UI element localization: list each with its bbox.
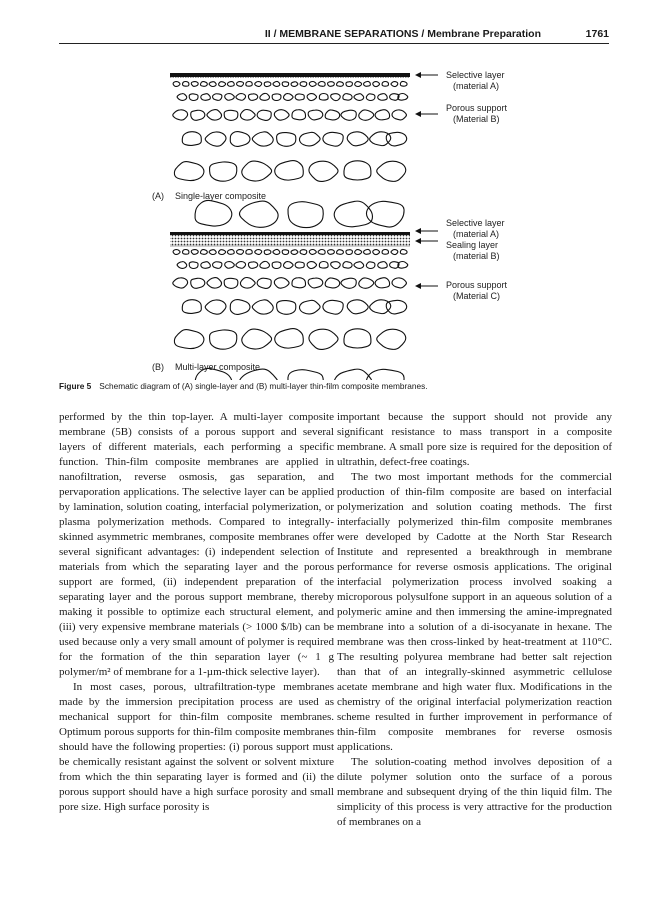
pore-shape	[195, 200, 232, 226]
pore-shape	[373, 250, 380, 255]
pore-shape	[273, 249, 280, 254]
pore-shape	[277, 133, 296, 147]
panel-a-letter: (A)	[152, 191, 164, 201]
pore-shape	[260, 93, 270, 100]
pore-shape	[201, 94, 211, 101]
pore-shape	[177, 262, 187, 269]
pore-shape	[341, 278, 356, 288]
pore-shape	[210, 162, 237, 181]
pore-shape	[282, 250, 288, 255]
pore-shape	[255, 82, 262, 87]
pore-shape	[264, 250, 271, 255]
pore-shape	[307, 94, 316, 101]
pore-shape	[366, 262, 375, 269]
panel-b-arrow-2	[415, 238, 438, 244]
pore-shape	[295, 262, 304, 268]
pore-shape	[248, 94, 257, 101]
pore-shape	[309, 329, 338, 349]
pore-shape	[354, 94, 364, 101]
pore-shape	[242, 329, 272, 349]
pore-shape	[400, 249, 407, 254]
pore-shape	[201, 82, 208, 87]
pore-shape	[191, 278, 205, 288]
pore-shape	[224, 110, 238, 120]
pore-shape	[257, 278, 271, 288]
pore-shape	[272, 262, 281, 269]
pore-shape	[347, 300, 368, 314]
pore-shape	[291, 250, 298, 255]
left-column	[59, 410, 334, 815]
left-paragraph-2: In most cases, porous, ultrafiltration-type membranes made by the immersion precipitation process are used as mechanical support for thin-film composite membranes. Optimum porous supports for thin-film composite membranes should have the following properties: (i) porous support must be chemically resistant against the solvent or solvent mixture from which the thin separating layer is formed and (ii) the porous support should have a high surface porosity and small pore size. High surface porosity is	[59, 681, 334, 813]
pore-shape	[370, 132, 391, 146]
pore-shape	[318, 82, 325, 87]
figure-caption-text: Schematic diagram of (A) single-layer and (B) multi-layer thin-film composite membranes.	[99, 381, 428, 391]
pore-shape	[246, 82, 252, 87]
pore-shape	[230, 300, 250, 315]
pore-shape	[391, 250, 398, 255]
pore-shape	[295, 94, 304, 100]
pore-shape	[331, 262, 341, 269]
pore-shape	[201, 250, 208, 255]
panel-b-label-1-line2: (material A)	[453, 229, 500, 239]
pore-shape	[323, 300, 343, 314]
figure-caption	[59, 381, 619, 391]
pore-shape	[378, 262, 387, 269]
pore-shape	[230, 132, 250, 147]
pore-shape	[225, 94, 235, 101]
pore-shape	[337, 250, 344, 255]
pore-shape	[239, 201, 278, 227]
pore-shape	[341, 110, 356, 120]
pore-shape	[328, 82, 335, 87]
pore-shape	[273, 81, 280, 86]
pore-shape	[219, 82, 226, 87]
pore-shape	[400, 81, 407, 86]
right-paragraph-1: important because the support should not provide any significant resistance to mass transport in a composite membrane. A small pore size is required for the deposition of ultrathin, defect-free coatings.	[337, 411, 612, 468]
pore-shape	[237, 250, 244, 255]
pore-shape	[191, 250, 198, 255]
pore-shape	[344, 161, 371, 180]
pore-shape	[355, 250, 362, 255]
pore-shape	[174, 330, 204, 349]
pore-shape	[325, 110, 340, 120]
panel-a-arrow-1	[415, 72, 438, 78]
pore-shape	[364, 249, 371, 254]
panel-b-label-2-line2: (material B)	[453, 251, 500, 261]
pore-shape	[236, 262, 246, 269]
pore-shape	[308, 110, 323, 120]
pore-shape	[392, 278, 406, 288]
panel-b-label-1-line1: Selective layer	[446, 218, 505, 228]
pore-shape	[284, 262, 294, 269]
pore-shape	[240, 278, 255, 289]
panel-b-porous-support	[173, 249, 408, 380]
panel-a-label-1-line2: (material A)	[453, 81, 500, 91]
pore-shape	[189, 262, 198, 269]
pore-shape	[343, 94, 352, 101]
pore-shape	[173, 278, 188, 288]
panel-b-title: Multi-layer composite	[175, 362, 261, 372]
pore-shape	[209, 250, 216, 255]
pore-shape	[382, 82, 388, 87]
pore-shape	[236, 94, 246, 101]
pore-shape	[299, 132, 320, 146]
pore-shape	[319, 262, 328, 269]
pore-shape	[288, 202, 323, 228]
pore-shape	[173, 110, 188, 120]
pore-shape	[323, 132, 343, 146]
pore-shape	[337, 82, 344, 87]
pore-shape	[377, 161, 406, 181]
page-number: 1761	[585, 28, 609, 40]
pore-shape	[264, 82, 271, 87]
pore-shape	[355, 82, 362, 87]
pore-shape	[191, 110, 205, 120]
pore-shape	[392, 110, 406, 120]
pore-shape	[182, 300, 201, 314]
pore-shape	[237, 82, 244, 87]
figure-5-diagram	[0, 0, 668, 380]
pore-shape	[292, 110, 306, 120]
pore-shape	[252, 300, 273, 314]
pore-shape	[299, 300, 320, 314]
running-title: II / MEMBRANE SEPARATIONS / Membrane Preparation	[264, 28, 541, 40]
pore-shape	[207, 278, 222, 289]
figure-caption-label: Figure 5	[59, 381, 92, 391]
pore-shape	[366, 369, 404, 380]
panel-b-letter: (B)	[152, 362, 164, 372]
pore-shape	[210, 330, 237, 349]
panel-a-label-1-line1: Selective layer	[446, 70, 505, 80]
pore-shape	[309, 82, 316, 87]
pore-shape	[207, 110, 222, 121]
panel-b-label-2-line1: Sealing layer	[446, 240, 499, 250]
pore-shape	[277, 301, 296, 315]
panel-a-selective-layer	[170, 73, 410, 77]
pore-shape	[282, 82, 288, 87]
pore-shape	[274, 110, 289, 121]
pore-shape	[284, 94, 294, 101]
pore-shape	[292, 278, 306, 288]
pore-shape	[325, 278, 340, 288]
pore-shape	[377, 329, 406, 349]
pore-shape	[182, 132, 201, 146]
pore-shape	[275, 329, 304, 349]
pore-shape	[240, 110, 255, 121]
pore-shape	[375, 278, 389, 288]
pore-shape	[359, 278, 374, 288]
pore-shape	[191, 82, 198, 87]
pore-shape	[274, 278, 289, 289]
right-paragraph-3: The solution-coating method involves deposition of a dilute polymer solution onto the surface of a porous membrane and subsequent drying of the thin liquid film. The simplicity of this process is very attractive for the production of membranes on a	[337, 756, 612, 828]
pore-shape	[309, 161, 338, 181]
pore-shape	[366, 94, 375, 101]
pore-shape	[183, 82, 189, 87]
right-column	[337, 410, 612, 830]
pore-shape	[177, 94, 187, 101]
pore-shape	[219, 250, 226, 255]
pore-shape	[346, 250, 352, 255]
pore-shape	[391, 82, 398, 87]
panel-b-arrow-3	[415, 283, 438, 289]
panel-b-sealing-layer	[170, 235, 410, 246]
pore-shape	[227, 82, 234, 87]
panel-a-porous-support	[173, 81, 408, 227]
panel-a-label-2-line1: Porous support	[446, 103, 508, 113]
pore-shape	[382, 250, 388, 255]
pore-shape	[308, 278, 323, 288]
pore-shape	[346, 82, 352, 87]
pore-shape	[291, 82, 298, 87]
pore-shape	[319, 94, 328, 101]
pore-shape	[242, 161, 272, 181]
panel-b-selective-layer	[170, 232, 410, 235]
pore-shape	[205, 132, 226, 146]
pore-shape	[201, 262, 211, 269]
pore-shape	[359, 110, 374, 120]
pore-shape	[205, 300, 226, 314]
pore-shape	[370, 300, 391, 314]
pore-shape	[272, 94, 281, 101]
pore-shape	[318, 250, 325, 255]
pore-shape	[255, 250, 262, 255]
panel-a-arrow-2	[415, 111, 438, 117]
pore-shape	[257, 110, 271, 120]
pore-shape	[331, 94, 341, 101]
pore-shape	[173, 250, 180, 255]
panel-b-diagram	[170, 232, 410, 380]
pore-shape	[328, 250, 335, 255]
pore-shape	[213, 262, 222, 269]
panel-b-label-3-line1: Porous support	[446, 280, 508, 290]
pore-shape	[213, 94, 222, 101]
pore-shape	[375, 110, 389, 120]
pore-shape	[275, 161, 304, 181]
pore-shape	[173, 82, 180, 87]
pore-shape	[347, 132, 368, 146]
pore-shape	[189, 94, 198, 101]
left-paragraph-1: performed by the thin top-layer. A multi-layer composite membrane (5B) consists of a porous support and several layers of different materials, each performing a specific function. Thin-film composite membranes are applied in nanofiltration, reverse osmosis, gas separation, and pervaporation applications. The selective layer can be applied by lamination, solution coating, interfacial polymerization, or plasma polymerization methods. Compared to integrally-skinned asymmetric membranes, composite membranes offer several significant advantages: (i) independent selection of materials from which the separating layer and the porous support are formed, (ii) independent preparation of the separating layer and the porous support membrane, thereby making it possible to optimize each structural element, and (iii) very expensive membrane materials (> 1000 $/lb) can be used because only a very small amount of polymer is required for the formation of the thin separation layer (~ 1 g polymer/m² of membrane for a 1-µm-thick selective layer).	[59, 411, 334, 678]
pore-shape	[224, 278, 238, 288]
pore-shape	[174, 162, 204, 181]
pore-shape	[225, 262, 235, 269]
pore-shape	[252, 132, 273, 146]
right-paragraph-2: The two most important methods for the commercial production of thin-film composite are based on interfacial polymerization and solution coating methods. The first interfacially polymerized thin-film composite membranes were developed by Cadotte at the North Star Research Institute and represented a breakthrough in membrane performance for reverse osmosis applications. The original interfacial polymerization process involved soaking a microporous polysulfone support in an aqueous solution of a polymeric amine and then immersing the amine-impregnated membrane into a solution of a di-isocyanate in hexane. The membrane was then cross-linked by heat-treatment at 110°C. The resulting polyurea membrane had better salt rejection than that of an integrally-skinned asymmetric cellulose acetate membrane and high water flux. Modifications in the chemistry of the original interfacial polymerization reaction scheme resulted in further improvement in performance of thin-film composite membranes for reverse osmosis applications.	[337, 471, 612, 753]
pore-shape	[300, 250, 307, 255]
pore-shape	[300, 82, 307, 87]
pore-shape	[354, 262, 364, 269]
pore-shape	[246, 250, 252, 255]
pore-shape	[248, 262, 257, 269]
pore-shape	[309, 250, 316, 255]
panel-b-arrow-1	[415, 228, 438, 234]
panel-a-title: Single-layer composite	[175, 191, 267, 201]
pore-shape	[364, 81, 371, 86]
pore-shape	[183, 250, 189, 255]
pore-shape	[343, 262, 352, 269]
pore-shape	[307, 262, 316, 269]
pore-shape	[288, 370, 323, 380]
panel-b-label-3-line2: (Material C)	[453, 291, 501, 301]
pore-shape	[209, 82, 216, 87]
pore-shape	[344, 329, 371, 348]
pore-shape	[373, 82, 380, 87]
panel-a-diagram	[170, 73, 410, 228]
panel-a-label-2-line2: (Material B)	[453, 114, 500, 124]
pore-shape	[227, 250, 234, 255]
pore-shape	[260, 261, 270, 268]
pore-shape	[378, 94, 387, 101]
